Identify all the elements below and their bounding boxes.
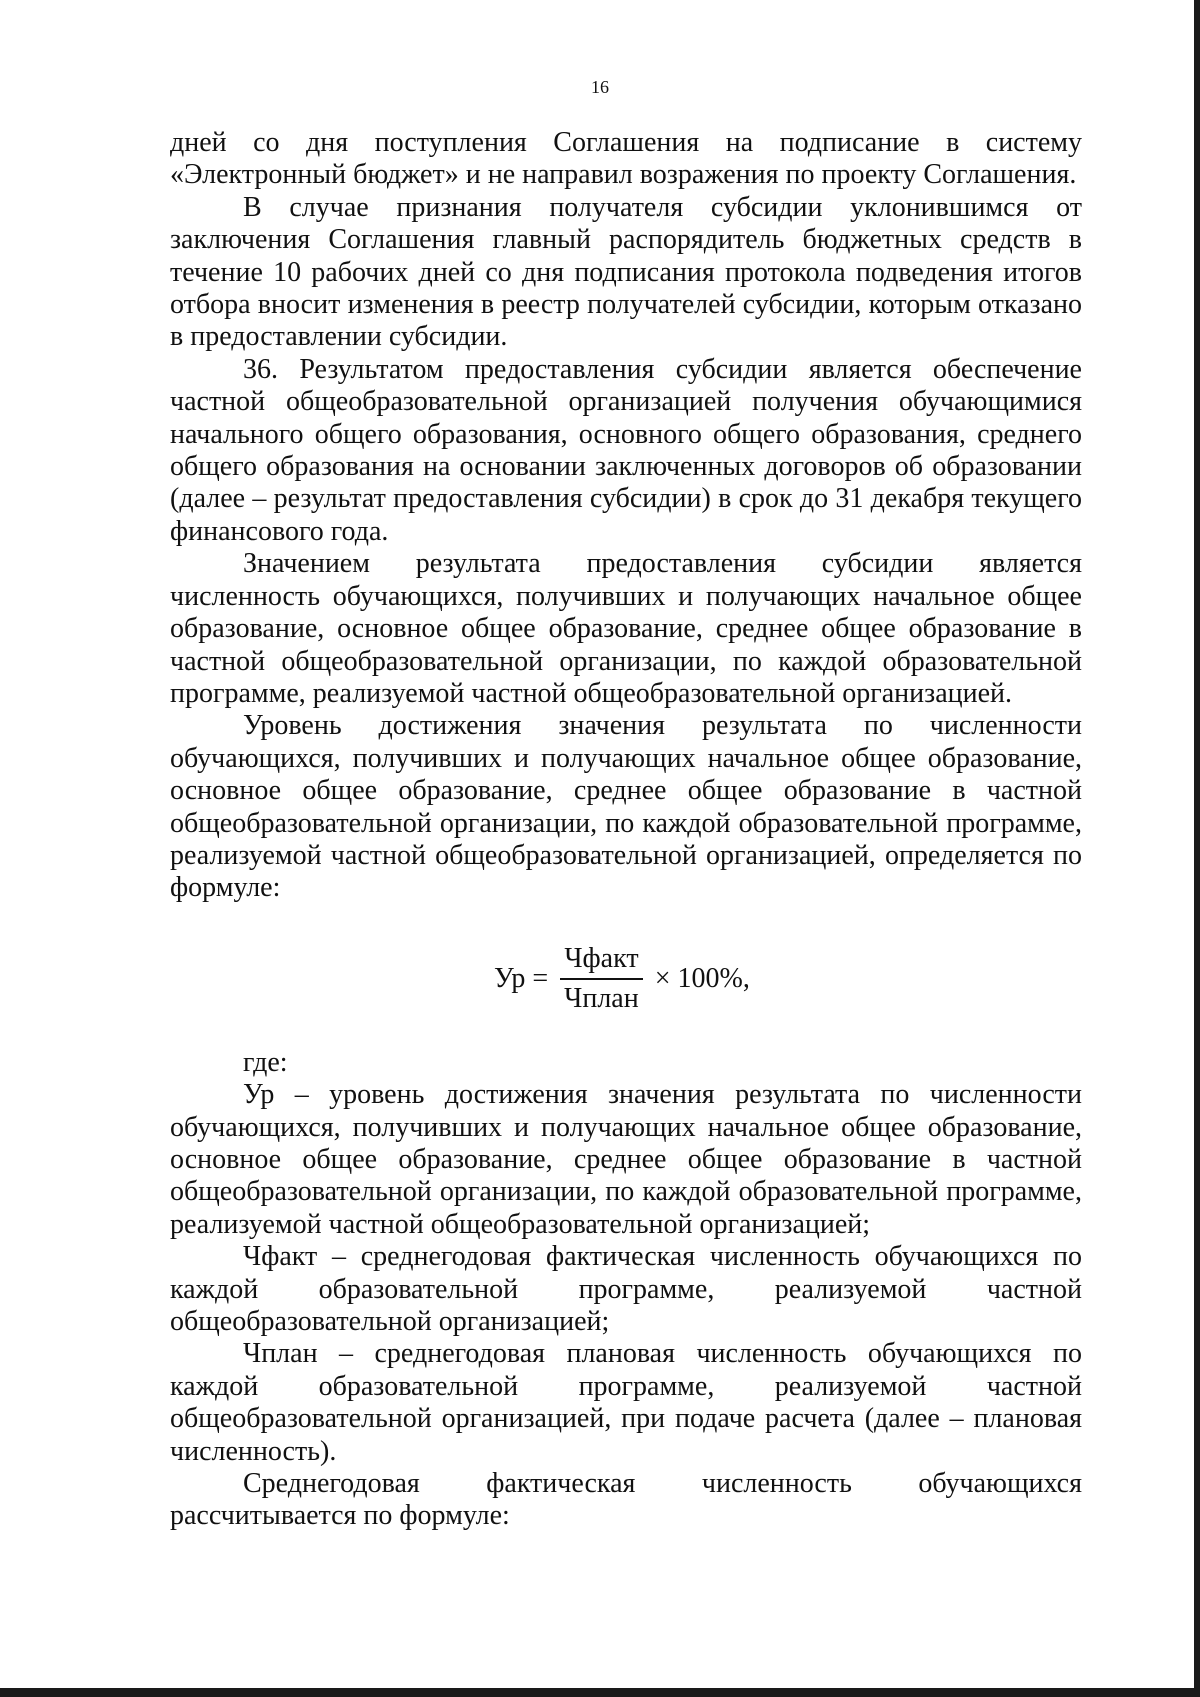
- where-label: где:: [243, 1046, 288, 1078]
- paragraph-continuation: дней со дня поступления Соглашения на подписание в систему «Электронный бюджет» и не направил возражения по проекту Соглашения.: [170, 127, 1082, 191]
- formula-rhs: × 100%,: [654, 962, 750, 994]
- definition-chfakt: Чфакт – среднегодовая фактическая численность обучающихся по каждой образовательной программе, реализуемой частной общеобразовательной организацией;: [170, 1241, 1082, 1337]
- paragraph-average-count: Среднегодовая фактическая численность обучающихся рассчитывается по формуле:: [170, 1468, 1082, 1532]
- scan-edge-bottom: [0, 1688, 1200, 1697]
- paragraph-achievement-level: Уровень достижения значения результата по численности обучающихся, получивших и получающих начальное общее образование, основное общее образование, среднее общее образование в частной общеобразовательной организации, по каждой образовательной программе, реализуемой частной общеобразовательной организацией, определяется по формуле:: [170, 710, 1082, 904]
- formula-fraction: [560, 942, 643, 1014]
- formula-numerator: Чфакт: [560, 945, 642, 980]
- paragraph-item-36-result: 36. Результатом предоставления субсидии является обеспечение частной общеобразовательной организацией получения обучающимися начального общего образования, основного общего образования, среднего общего образования на основании заключенных договоров об образовании (далее – результат предоставления субсидии) в срок до 31 декабря текущего финансового года.: [170, 353, 1082, 547]
- definition-ur: Ур – уровень достижения значения результата по численности обучающихся, получивших и получающих начальное общее образование, основное общее образование, среднее общее образование в частной общеобразовательной организации, по каждой образовательной программе, реализуемой частной общеобразовательной организацией;: [170, 1079, 1082, 1240]
- formula-denominator: Чплан: [564, 982, 639, 1014]
- page-number: 16: [591, 77, 609, 97]
- formula-level: [494, 942, 750, 1014]
- paragraph-result-value: Значением результата предоставления субсидии является численность обучающихся, получивших и получающих начальное общее образование, основное общее образование, среднее общее образование в частной общеобразовательной организации, по каждой образовательной программе, реализуемой частной общеобразовательной организацией.: [170, 548, 1082, 709]
- body-text: [170, 127, 1082, 1533]
- scan-edge-right: [1194, 0, 1200, 1697]
- formula-lhs: Ур =: [494, 962, 549, 994]
- paragraph-evasion-case: В случае признания получателя субсидии уклонившимся от заключения Соглашения главный распорядитель бюджетных средств в течение 10 рабочих дней со дня подписания протокола подведения итогов отбора вносит изменения в реестр получателей субсидии, которым отказано в предоставлении субсидии.: [170, 191, 1082, 353]
- formula-block: [170, 905, 1082, 1047]
- definition-chplan: Чплан – среднегодовая плановая численность обучающихся по каждой образовательной программе, реализуемой частной общеобразовательной организацией, при подаче расчета (далее – плановая численность).: [170, 1338, 1082, 1467]
